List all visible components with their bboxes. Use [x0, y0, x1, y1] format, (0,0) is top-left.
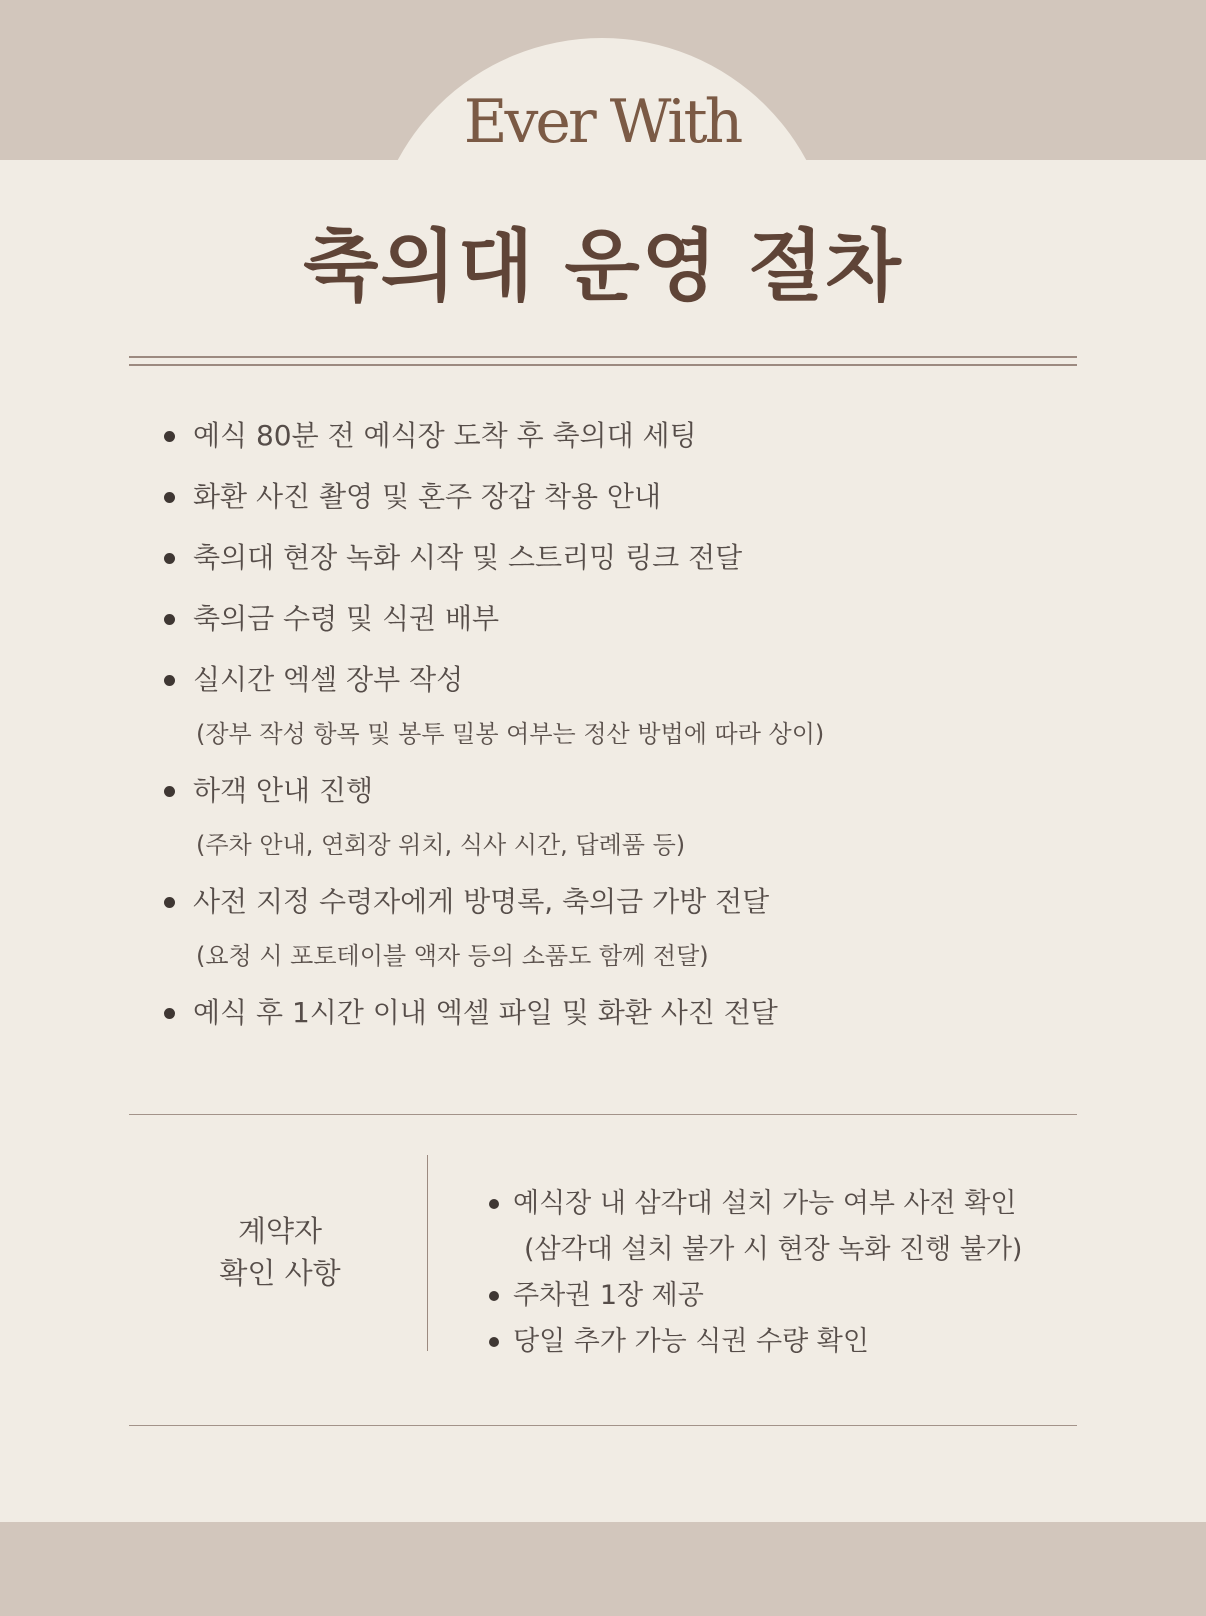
list-item — [160, 416, 1060, 477]
list-item-text: 하객 안내 진행 — [193, 774, 374, 807]
page-title: 축의대 운영 절차 — [303, 222, 903, 312]
confirm-list — [486, 1184, 1106, 1368]
list-item — [160, 538, 1060, 599]
bullet-icon — [489, 1337, 499, 1347]
bullet-icon — [164, 614, 175, 625]
list-item — [486, 1276, 1106, 1322]
bullet-icon — [164, 786, 175, 797]
list-item-text: 주차권 1장 제공 — [513, 1280, 704, 1311]
brand-logo: Ever With — [463, 87, 741, 157]
list-item-text: 예식 후 1시간 이내 엑셀 파일 및 화환 사진 전달 — [193, 996, 778, 1029]
confirm-label-line2: 확인 사항 — [219, 1256, 341, 1290]
vertical-divider — [427, 1155, 428, 1351]
list-item-text: 사전 지정 수령자에게 방명록, 축의금 가방 전달 — [193, 885, 770, 918]
list-item — [160, 477, 1060, 538]
list-item — [486, 1322, 1106, 1368]
list-item — [486, 1184, 1106, 1230]
list-item-note: (장부 작성 항목 및 봉투 밀봉 여부는 정산 방법에 따라 상이) — [196, 720, 825, 748]
list-item — [160, 660, 1060, 721]
list-item-note: (주차 안내, 연회장 위치, 식사 시간, 답례품 등) — [196, 831, 686, 859]
list-item-text: 당일 추가 가능 식권 수량 확인 — [513, 1326, 869, 1357]
list-item-text: 예식 80분 전 예식장 도착 후 축의대 세팅 — [193, 419, 697, 452]
list-item — [160, 882, 1060, 943]
bullet-icon — [164, 553, 175, 564]
list-item-text: 화환 사진 촬영 및 혼주 장갑 착용 안내 — [193, 480, 662, 513]
list-item — [160, 993, 1060, 1054]
bullet-icon — [164, 492, 175, 503]
title-divider-bottom — [129, 364, 1077, 366]
bullet-icon — [489, 1199, 499, 1209]
list-item-text: 축의금 수령 및 식권 배부 — [193, 602, 500, 635]
list-item — [160, 599, 1060, 660]
bullet-icon — [164, 431, 175, 442]
procedure-list — [160, 416, 1060, 1054]
title-divider-top — [129, 356, 1077, 358]
section-divider — [129, 1114, 1077, 1115]
list-item-text: 예식장 내 삼각대 설치 가능 여부 사전 확인 — [513, 1188, 1017, 1219]
list-item-note: (요청 시 포토테이블 액자 등의 소품도 함께 전달) — [196, 942, 709, 970]
bullet-icon — [164, 897, 175, 908]
list-item — [160, 771, 1060, 832]
list-item-text: 축의대 현장 녹화 시작 및 스트리밍 링크 전달 — [193, 541, 743, 574]
confirm-label-line1: 계약자 — [237, 1214, 323, 1248]
list-item-note: (삼각대 설치 불가 시 현장 녹화 진행 불가) — [524, 1234, 1023, 1265]
list-item-text: 실시간 엑셀 장부 작성 — [193, 663, 464, 696]
confirm-label — [190, 1210, 370, 1294]
bullet-icon — [489, 1291, 499, 1301]
footer-divider — [129, 1425, 1077, 1426]
bullet-icon — [164, 675, 175, 686]
bullet-icon — [164, 1008, 175, 1019]
